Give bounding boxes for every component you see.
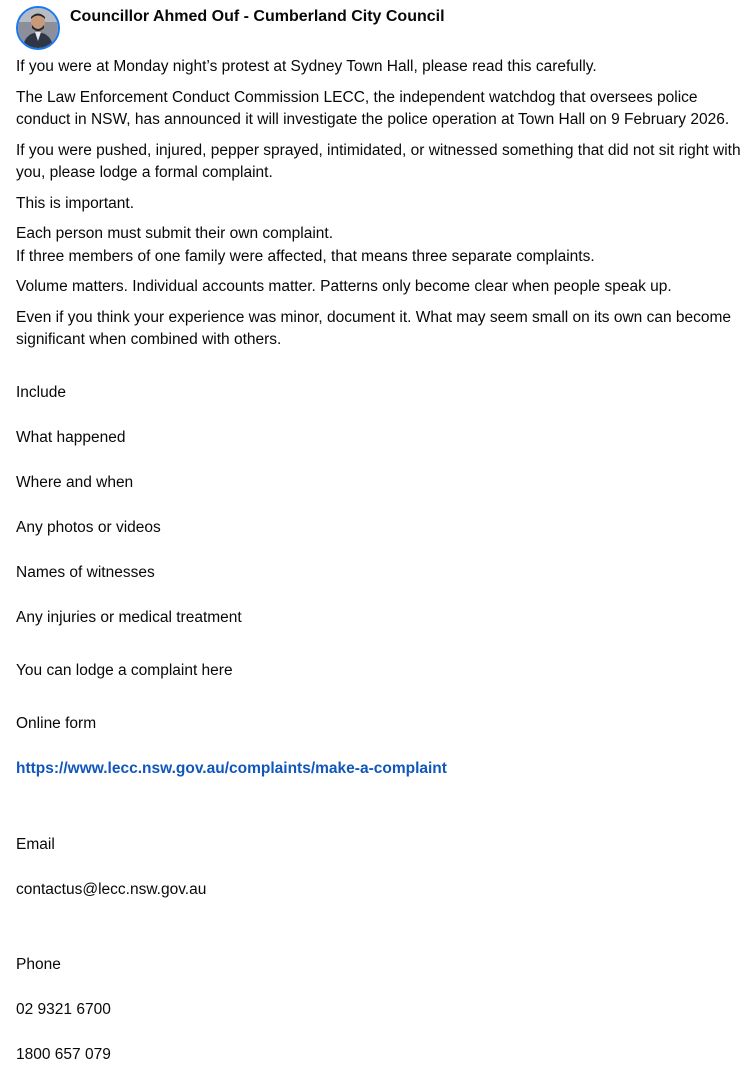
include-heading: Include [16,382,744,405]
list-item: Any photos or videos [16,517,744,540]
post-paragraph-6: Volume matters. Individual accounts matter. Patterns only become clear when people speak up. [16,276,744,299]
list-item: Any injuries or medical treatment [16,607,744,630]
online-form-label: Online form [16,713,744,736]
list-item: Names of witnesses [16,562,744,585]
list-item: What happened [16,427,744,450]
author-name[interactable]: Councillor Ahmed Ouf - Cumberland City Council [70,7,445,27]
profile-photo-icon [18,8,58,48]
lodge-text: You can lodge a complaint here [16,660,744,683]
post-paragraph-4: This is important. [16,193,744,216]
author-avatar[interactable] [16,6,60,50]
online-form-block [16,691,744,804]
phone-number: 02 9321 6700 [16,999,744,1022]
email-label: Email [16,834,744,857]
post-header [16,0,744,56]
email-block [16,811,744,924]
post-body [16,56,744,1089]
post-paragraph-7: Even if you think your experience was minor, document it. What may seem small on its own can become significant when combined with others. [16,307,744,352]
complaint-form-link[interactable]: https://www.lecc.nsw.gov.au/complaints/make-a-complaint [16,758,744,781]
post-paragraph-3: If you were pushed, injured, pepper sprayed, intimidated, or witnessed something that did not sit right with you, please lodge a formal complaint. [16,140,744,185]
post-paragraph-2: The Law Enforcement Conduct Commission LECC, the independent watchdog that oversees police conduct in NSW, has announced it will investigate the police operation at Town Hall on 9 February 2026. [16,87,744,132]
post-paragraph-1: If you were at Monday night’s protest at Sydney Town Hall, please read this carefully. [16,56,744,79]
list-item: Where and when [16,472,744,495]
post-paragraph-5: Each person must submit their own complaint. If three members of one family were affected, that means three separate complaints. [16,223,744,268]
phone-label: Phone [16,954,744,977]
include-list [16,360,744,653]
email-value: contactus@lecc.nsw.gov.au [16,879,744,902]
phone-block [16,932,744,1089]
phone-number: 1800 657 079 [16,1044,744,1067]
